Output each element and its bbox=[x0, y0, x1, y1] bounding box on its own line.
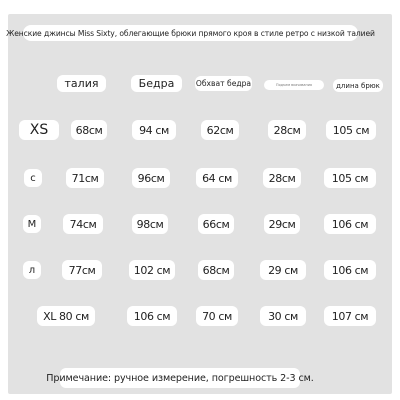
row-xs-thigh: 62см bbox=[201, 120, 239, 140]
row-s-thigh: 64 см bbox=[196, 168, 238, 188]
row-l-rise: 29 см bbox=[260, 260, 306, 280]
row-l-waist: 77см bbox=[62, 260, 102, 280]
row-s-waist: 71см bbox=[66, 168, 104, 188]
row-m-thigh: 66см bbox=[198, 214, 234, 234]
row-m-hips: 98см bbox=[132, 214, 168, 234]
row-s-rise: 28см bbox=[263, 168, 301, 188]
product-title: Женские джинсы Miss Sixty, облегающие брюки прямого кроя в стиле ретро с низкой талией bbox=[23, 25, 358, 41]
row-xl-thigh: 70 см bbox=[196, 306, 238, 326]
row-l-length: 106 см bbox=[324, 260, 376, 280]
row-xs-hips: 94 см bbox=[132, 120, 176, 140]
row-m-rise: 29см bbox=[264, 214, 300, 234]
size-label-xl: XL 80 см bbox=[37, 306, 95, 326]
row-l-thigh: 68см bbox=[198, 260, 234, 280]
header-rise: Подъем вкачивания bbox=[264, 80, 324, 90]
size-chart-panel bbox=[8, 14, 392, 394]
header-waist: талия bbox=[57, 75, 106, 92]
row-xs-length: 105 см bbox=[326, 120, 376, 140]
size-label-s: с bbox=[24, 169, 42, 187]
row-m-waist: 74см bbox=[63, 214, 103, 234]
header-hips: Бедра bbox=[131, 75, 182, 92]
row-xl-hips: 106 см bbox=[127, 306, 177, 326]
row-xs-waist: 68см bbox=[71, 120, 107, 140]
row-l-hips: 102 см bbox=[129, 260, 175, 280]
size-label-l: л bbox=[23, 261, 41, 279]
header-thigh: Обхват бедра bbox=[195, 76, 252, 91]
size-label-m: М bbox=[23, 215, 41, 233]
header-length: длина брюк bbox=[333, 79, 383, 92]
row-xl-length: 107 см bbox=[324, 306, 376, 326]
row-s-hips: 96см bbox=[132, 168, 170, 188]
row-m-length: 106 см bbox=[324, 214, 376, 234]
row-xl-rise: 30 см bbox=[260, 306, 306, 326]
measurement-note: Примечание: ручное измерение, погрешность 2-3 см. bbox=[60, 368, 300, 388]
row-s-length: 105 см bbox=[324, 168, 376, 188]
row-xs-rise: 28см bbox=[268, 120, 306, 140]
size-label-xs: XS bbox=[19, 120, 59, 140]
